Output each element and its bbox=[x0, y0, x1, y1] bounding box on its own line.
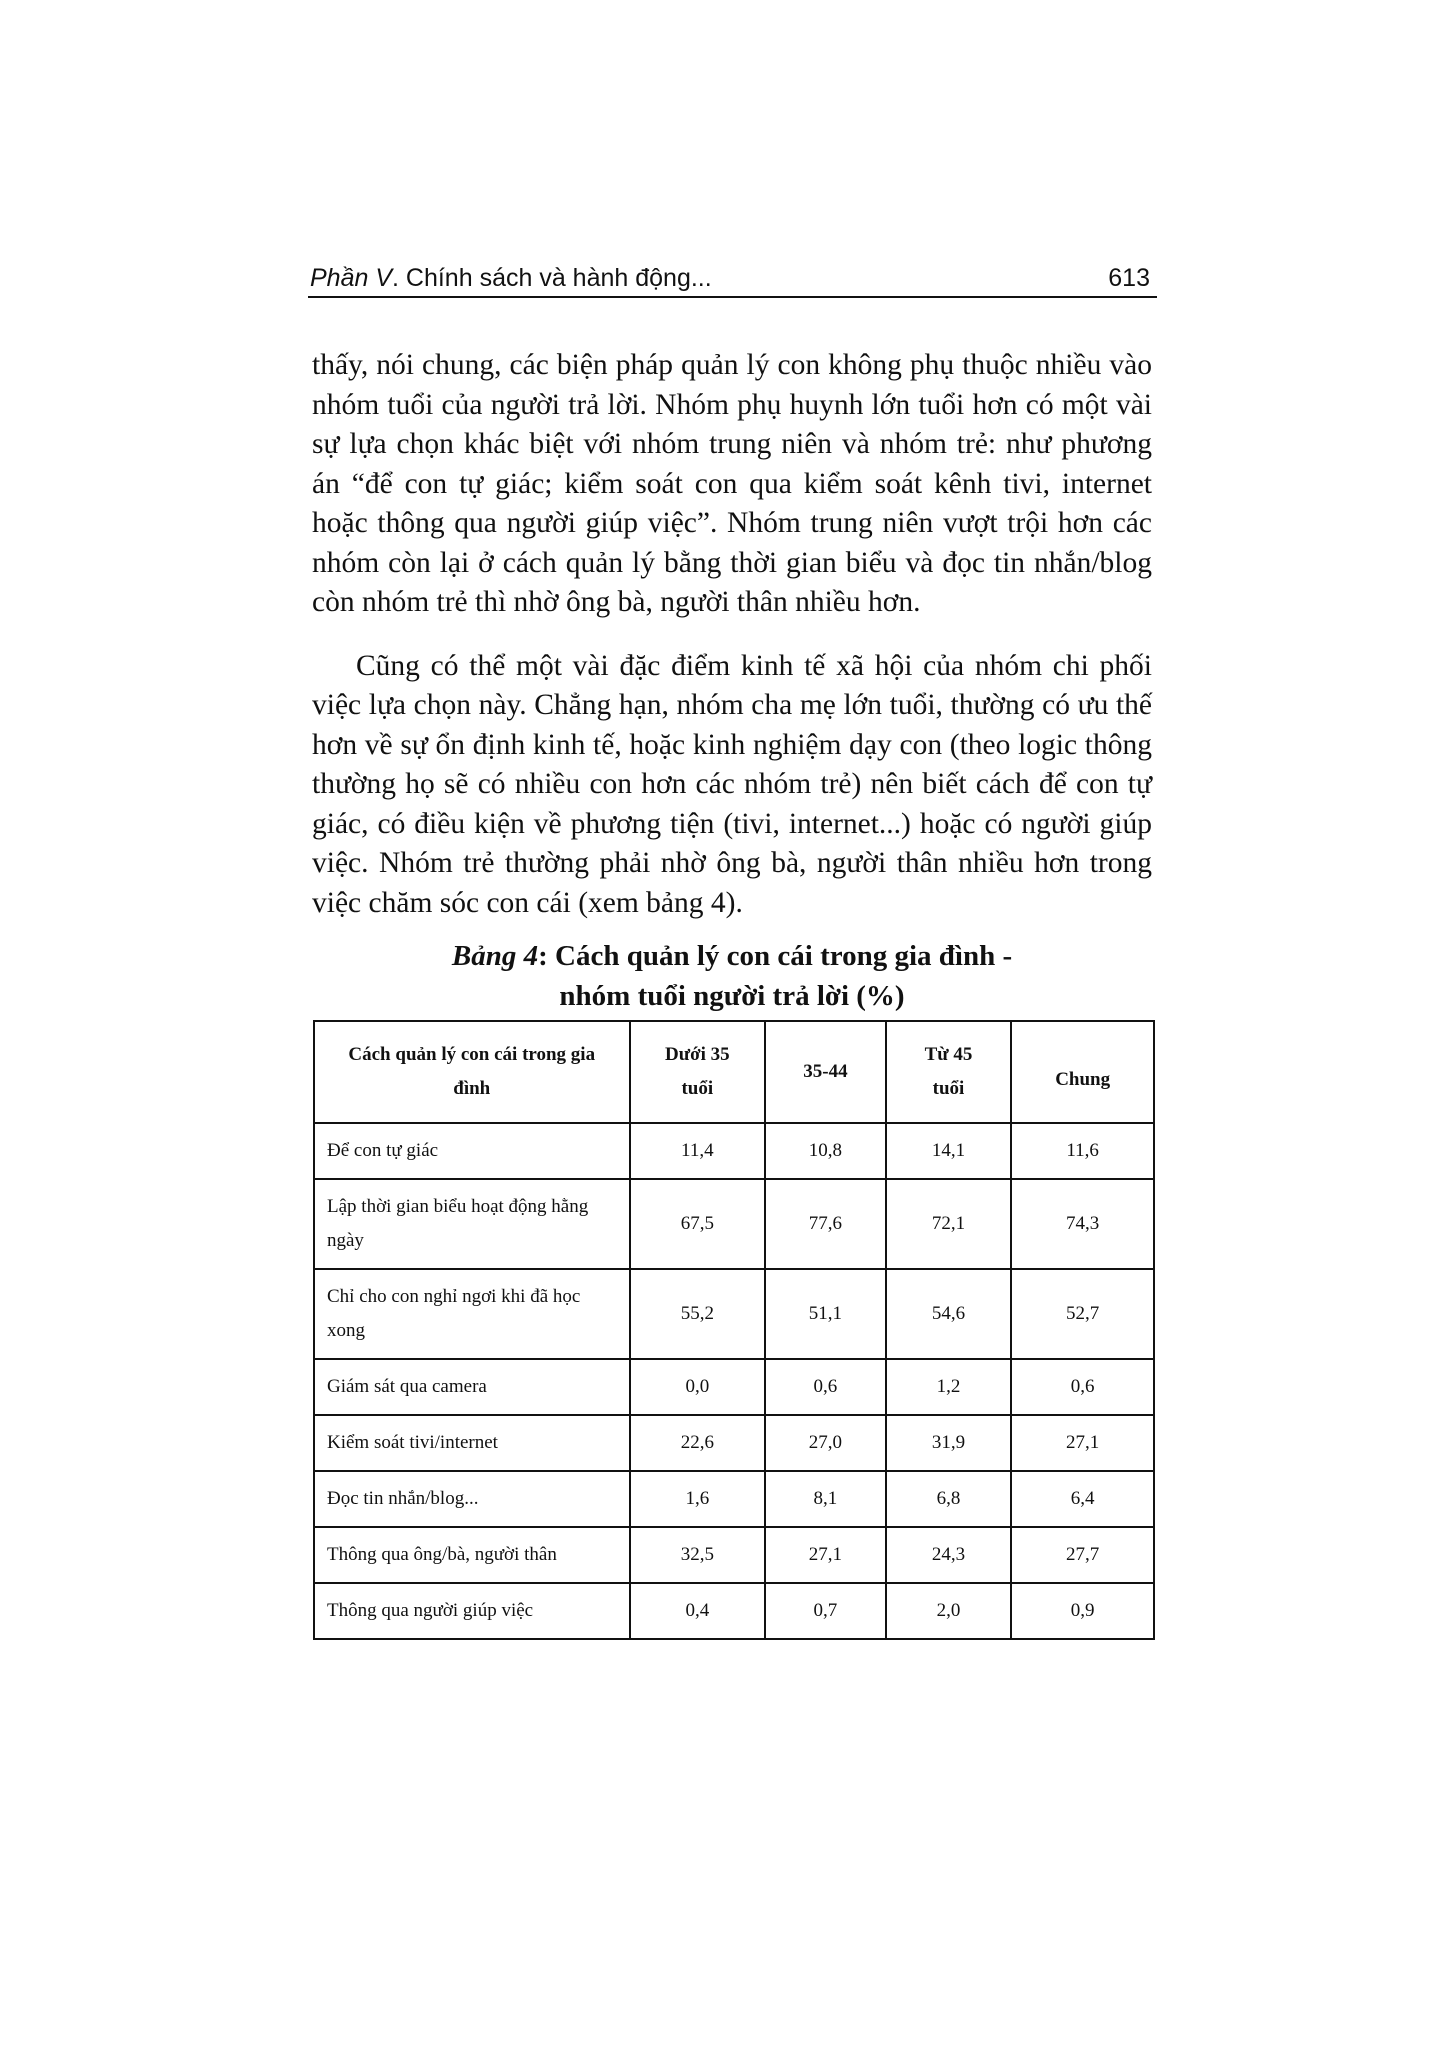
cell-under-35: 1,6 bbox=[630, 1471, 766, 1527]
cell-35-44: 10,8 bbox=[765, 1123, 886, 1179]
cell-under-35: 55,2 bbox=[630, 1269, 766, 1359]
cell-total: 0,6 bbox=[1011, 1359, 1154, 1415]
cell-total: 6,4 bbox=[1011, 1471, 1154, 1527]
caption-line-1 bbox=[312, 936, 1152, 976]
table-row bbox=[314, 1269, 1154, 1359]
table-row bbox=[314, 1123, 1154, 1179]
cell-under-35: 11,4 bbox=[630, 1123, 766, 1179]
row-label: Để con tự giác bbox=[314, 1123, 630, 1179]
cell-total: 74,3 bbox=[1011, 1179, 1154, 1269]
cell-under-35: 22,6 bbox=[630, 1415, 766, 1471]
paragraph: Cũng có thể một vài đặc điểm kinh tế xã hội của nhóm chi phối việc lựa chọn này. Chẳng hạn, nhóm cha mẹ lớn tuổi, thường có ưu thế hơn về sự ổn định kinh tế, hoặc kinh nghiệm dạy con (theo logic thông thường họ sẽ có nhiều con hơn các nhóm trẻ) nên biết cách để con tự giác, có điều kiện về phương tiện (tivi, internet...) hoặc có người giúp việc. Nhóm trẻ thường phải nhờ ông bà, người thân nhiều hơn trong việc chăm sóc con cái (xem bảng 4). bbox=[312, 649, 1152, 919]
cell-under-35: 67,5 bbox=[630, 1179, 766, 1269]
cell-45-plus: 14,1 bbox=[886, 1123, 1012, 1179]
cell-35-44: 0,7 bbox=[765, 1583, 886, 1639]
cell-35-44: 8,1 bbox=[765, 1471, 886, 1527]
cell-45-plus: 31,9 bbox=[886, 1415, 1012, 1471]
cell-35-44: 0,6 bbox=[765, 1359, 886, 1415]
row-label: Đọc tin nhắn/blog... bbox=[314, 1471, 630, 1527]
row-label: Lập thời gian biểu hoạt động hằng ngày bbox=[314, 1179, 630, 1269]
cell-total: 27,7 bbox=[1011, 1527, 1154, 1583]
cell-under-35: 32,5 bbox=[630, 1527, 766, 1583]
table-row bbox=[314, 1583, 1154, 1639]
cell-45-plus: 1,2 bbox=[886, 1359, 1012, 1415]
column-header-method: Cách quản lý con cái trong gia đình bbox=[314, 1021, 630, 1123]
column-header-under-35: Dưới 35 tuổi bbox=[630, 1021, 766, 1123]
cell-45-plus: 72,1 bbox=[886, 1179, 1012, 1269]
table-row bbox=[314, 1359, 1154, 1415]
cell-total: 0,9 bbox=[1011, 1583, 1154, 1639]
row-label: Chỉ cho con nghỉ ngơi khi đã học xong bbox=[314, 1269, 630, 1359]
table-header-row bbox=[314, 1021, 1154, 1123]
row-label: Giám sát qua camera bbox=[314, 1359, 630, 1415]
cell-45-plus: 24,3 bbox=[886, 1527, 1012, 1583]
cell-under-35: 0,0 bbox=[630, 1359, 766, 1415]
caption-line-2: nhóm tuổi người trả lời (%) bbox=[559, 980, 905, 1012]
table-row bbox=[314, 1471, 1154, 1527]
cell-under-35: 0,4 bbox=[630, 1583, 766, 1639]
data-table bbox=[313, 1020, 1155, 1640]
section-title-rest: . Chính sách và hành động... bbox=[392, 264, 712, 292]
column-header-45-plus: Từ 45 tuổi bbox=[886, 1021, 1012, 1123]
running-header bbox=[308, 262, 1156, 296]
cell-45-plus: 2,0 bbox=[886, 1583, 1012, 1639]
cell-45-plus: 54,6 bbox=[886, 1269, 1012, 1359]
table-caption bbox=[312, 936, 1152, 1016]
table-row bbox=[314, 1527, 1154, 1583]
cell-35-44: 27,0 bbox=[765, 1415, 886, 1471]
caption-label: Bảng 4 bbox=[451, 940, 539, 972]
section-part: Phần V bbox=[310, 264, 393, 292]
cell-total: 52,7 bbox=[1011, 1269, 1154, 1359]
cell-35-44: 27,1 bbox=[765, 1527, 886, 1583]
column-header-35-44: 35-44 bbox=[765, 1021, 886, 1123]
body-text bbox=[312, 346, 1152, 923]
cell-35-44: 77,6 bbox=[765, 1179, 886, 1269]
cell-total: 27,1 bbox=[1011, 1415, 1154, 1471]
cell-35-44: 51,1 bbox=[765, 1269, 886, 1359]
page-number: 613 bbox=[1108, 264, 1150, 292]
cell-45-plus: 6,8 bbox=[886, 1471, 1012, 1527]
row-label: Kiểm soát tivi/internet bbox=[314, 1415, 630, 1471]
header-rule bbox=[308, 296, 1157, 298]
cell-total: 11,6 bbox=[1011, 1123, 1154, 1179]
section-title bbox=[310, 264, 712, 293]
table-row bbox=[314, 1179, 1154, 1269]
caption-title: : Cách quản lý con cái trong gia đình - bbox=[538, 940, 1013, 972]
row-label: Thông qua người giúp việc bbox=[314, 1583, 630, 1639]
column-header-total: Chung bbox=[1011, 1021, 1154, 1123]
table-row bbox=[314, 1415, 1154, 1471]
row-label: Thông qua ông/bà, người thân bbox=[314, 1527, 630, 1583]
paragraph-continuation: thấy, nói chung, các biện pháp quản lý con không phụ thuộc nhiều vào nhóm tuổi của người trả lời. Nhóm phụ huynh lớn tuổi hơn có một vài sự lựa chọn khác biệt với nhóm trung niên và nhóm trẻ: như phương án “để con tự giác; kiểm soát con qua kiểm soát kênh tivi, internet hoặc thông qua người giúp việc”. Nhóm trung niên vượt trội hơn các nhóm còn lại ở cách quản lý bằng thời gian biểu và đọc tin nhắn/blog còn nhóm trẻ thì nhờ ông bà, người thân nhiều hơn. bbox=[312, 349, 1152, 618]
